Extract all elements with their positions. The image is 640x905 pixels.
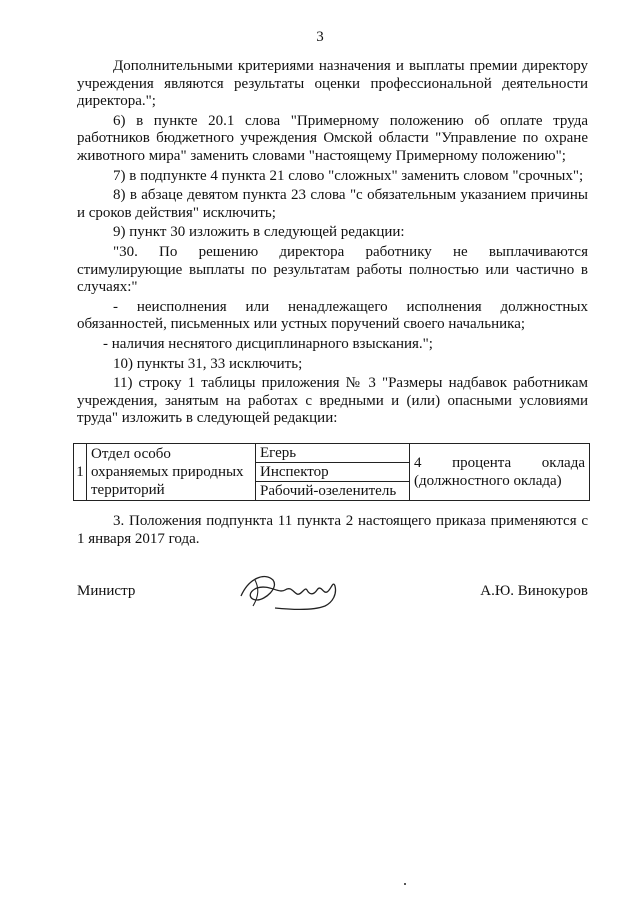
paragraph-item-7: 7) в подпункте 4 пункта 21 слово "сложных" заменить словом "срочных";	[113, 167, 584, 184]
allowance-table	[73, 443, 590, 501]
signatory-title: Министр	[77, 583, 136, 599]
paragraph-premium-criteria: Дополнительными критериями назначения и выплаты премии директору учреждения являются результаты оценки профессиональной деятельности директора.";	[77, 58, 588, 110]
scan-speck	[404, 883, 406, 885]
paragraph-item-6: 6) в пункте 20.1 слова "Примерному положению об оплате труда работников бюджетного учреждения Омской области "Управление по охране животного мира" заменить словами "настоящему Примерному положению";	[77, 112, 588, 164]
table-row-number: 1	[74, 444, 87, 501]
table-rate-line1: 4 процента оклада	[414, 455, 585, 471]
table-position-cell: Рабочий-озеленитель	[256, 482, 410, 501]
paragraph-case-disciplinary: - наличия неснятого дисциплинарного взыскания.";	[103, 335, 433, 352]
paragraph-item-9: 9) пункт 30 изложить в следующей редакции:	[113, 224, 405, 241]
paragraph-item-8: 8) в абзаце девятом пункта 23 слова "с обязательным указанием причины и сроков действия" исключить;	[77, 187, 588, 221]
table-position-cell: Егерь	[256, 444, 410, 463]
table-position-cell: Инспектор	[256, 463, 410, 482]
paragraph-item-11: 11) строку 1 таблицы приложения № 3 "Размеры надбавок работникам учреждения, занятым на работах с вредными и (или) опасными условиями труда" изложить в следующей редакции:	[77, 375, 588, 427]
signatory-name: А.Ю. Винокуров	[480, 583, 588, 599]
table-department-cell: Отдел особо охраняемых природных территорий	[87, 444, 256, 501]
signature-block	[77, 583, 588, 613]
table-rate-line2: (должностного оклада)	[414, 473, 562, 489]
table-rate-cell	[410, 444, 590, 501]
paragraph-item-10: 10) пункты 31, 33 исключить;	[113, 355, 303, 372]
table-row	[74, 444, 590, 463]
document-body	[77, 58, 588, 428]
paragraph-case-nonperformance: - неисполнения или ненадлежащего исполнения должностных обязанностей, письменных или устных поручений своего начальника;	[77, 298, 588, 333]
paragraph-point-30: "30. По решению директора работнику не выплачиваются стимулирующие выплаты по результатам работы полностью или частично в случаях:"	[77, 243, 588, 296]
page-number: 3	[316, 29, 324, 45]
paragraph-effective-date: 3. Положения подпункта 11 пункта 2 настоящего приказа применяются с 1 января 2017 года.	[77, 513, 588, 547]
handwritten-signature	[235, 566, 355, 616]
